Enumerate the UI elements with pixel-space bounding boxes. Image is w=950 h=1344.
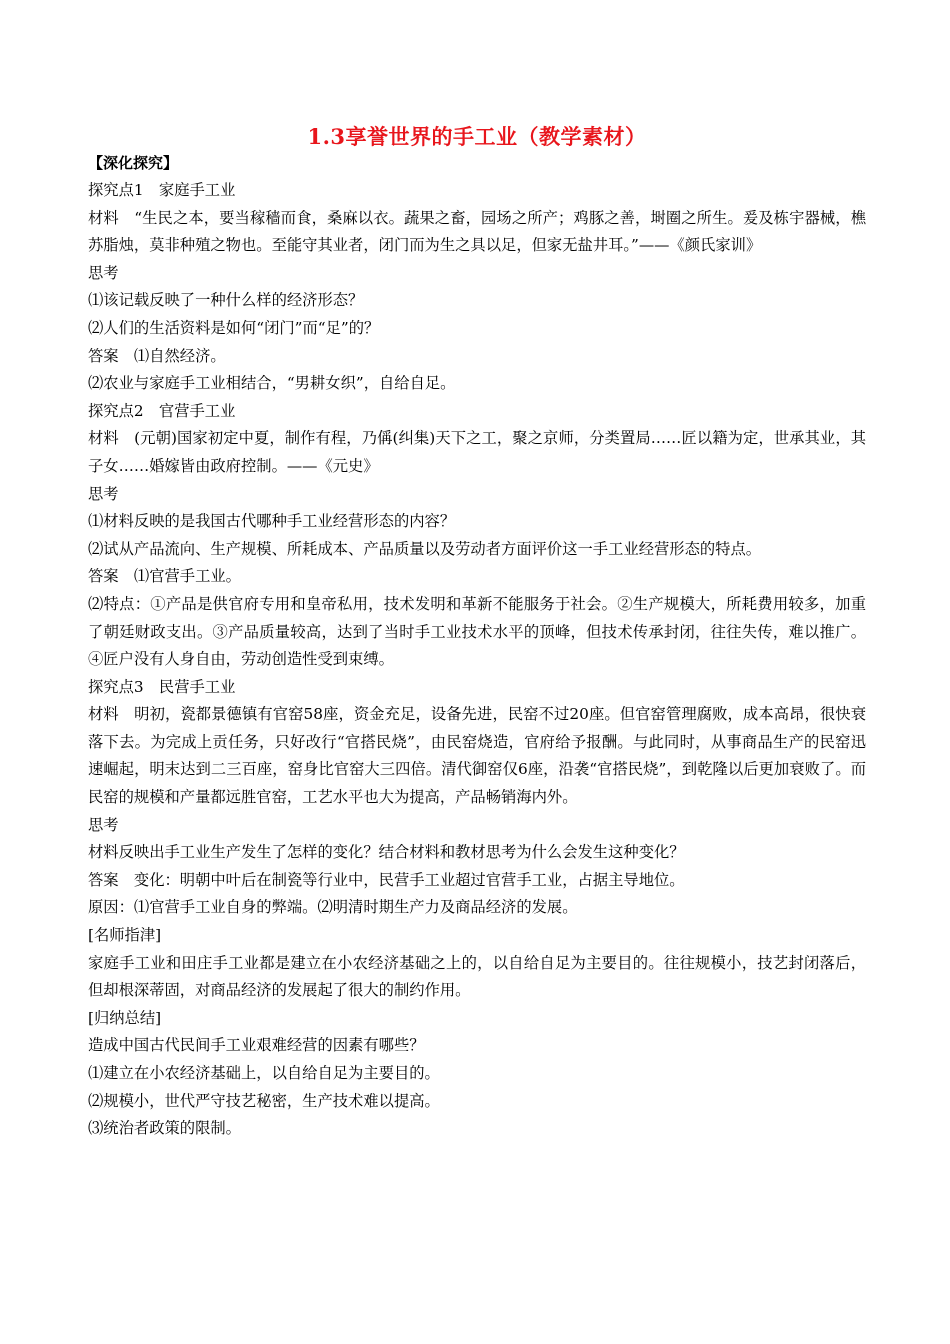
question-2-1: ⑴材料反映的是我国古代哪种手工业经营形态的内容？ — [88, 512, 456, 531]
material-paragraph-2: 材料 (元朝)国家初定中夏，制作有程，乃偁(纠集)天下之工，聚之京师，分类置局……匠以籍为定，世承其业，其子女……婚嫁皆由政府控制。——《元史》 — [88, 429, 866, 475]
think-label-2: 思考 — [88, 484, 119, 503]
document-page — [88, 122, 866, 1143]
summary-point-2: ⑵规模小，世代严守技艺秘密，生产技术难以提高。 — [88, 1091, 440, 1110]
answer-3-2: 原因：⑴官营手工业自身的弊端。⑵明清时期生产力及商品经济的发展。 — [88, 898, 578, 917]
question-3-1: 材料反映出手工业生产发生了怎样的变化？结合材料和教材思考为什么会发生这种变化？ — [88, 843, 685, 862]
answer-3-1: 答案 变化：明朝中叶后在制瓷等行业中，民营手工业超过官营手工业，占据主导地位。 — [88, 870, 685, 889]
question-1-2: ⑵人们的生活资料是如何“闭门”而“足”的？ — [88, 318, 380, 337]
topic-heading-2: 探究点2 官营手工业 — [88, 401, 236, 420]
material-paragraph-3: 材料 明初，瓷都景德镇有官窑58座，资金充足，设备先进，民窑不过20座。但官窑管理腐败，成本高昂，很快衰落下去。为完成上贡任务，只好改行“官搭民烧”，由民窑烧造，官府给予报酬。与此同时，从事商品生产的民窑迅速崛起，明末达到二三百座，窑身比官窑大三四倍。清代御窑仅6座，沿袭“官搭民烧”，到乾隆以后更加衰败了。而民窑的规模和产量都远胜官窑，工艺水平也大为提高，产品畅销海内外。 — [88, 705, 866, 807]
question-2-2: ⑵试从产品流向、生产规模、所耗成本、产品质量以及劳动者方面评价这一手工业经营形态的特点。 — [88, 539, 762, 558]
summary-heading: [归纳总结] — [88, 1008, 162, 1027]
think-label-1: 思考 — [88, 263, 119, 282]
answer-1-2: ⑵农业与家庭手工业相结合，“男耕女织”，自给自足。 — [88, 374, 456, 393]
topic-heading-1: 探究点1 家庭手工业 — [88, 181, 236, 199]
answer-1-1: 答案 ⑴自然经济。 — [88, 346, 226, 365]
answer-2-1: 答案 ⑴官营手工业。 — [88, 567, 241, 586]
topic-heading-3: 探究点3 民营手工业 — [88, 677, 236, 696]
think-label-3: 思考 — [88, 815, 119, 834]
teacher-guide-heading: [名师指津] — [88, 926, 162, 945]
summary-point-3: ⑶统治者政策的限制。 — [88, 1119, 241, 1138]
question-1-1: ⑴该记载反映了一种什么样的经济形态？ — [88, 291, 364, 310]
summary-point-1: ⑴建立在小农经济基础上，以自给自足为主要目的。 — [88, 1064, 440, 1082]
document-title: 1.3享誉世界的手工业（教学素材） — [307, 124, 647, 149]
answer-2-2: ⑵特点：①产品是供官府专用和皇帝私用，技术发明和革新不能服务于社会。②生产规模大，所耗费用较多，加重了朝廷财政支出。③产品质量较高，达到了当时手工业技术水平的顶峰，但技术传承封闭，往往失传，难以推广。④匠户没有人身自由，劳动创造性受到束缚。 — [88, 594, 866, 669]
document-body — [88, 177, 866, 1143]
summary-question: 造成中国古代民间手工业艰难经营的因素有哪些？ — [88, 1036, 425, 1055]
material-paragraph-1: 材料 “生民之本，要当稼穑而食，桑麻以衣。蔬果之畜，园场之所产；鸡豚之善，埘圈之所生。爰及栋宇器械，樵苏脂烛，莫非种殖之物也。至能守其业者，闭门而为生之具以足，但家无盐井耳。”——《颜氏家训》 — [88, 208, 866, 255]
teacher-guide-paragraph: 家庭手工业和田庄手工业都是建立在小农经济基础之上的，以自给自足为主要目的。往往规模小，技艺封闭落后，但却根深蒂固，对商品经济的发展起了很大的制约作用。 — [88, 953, 866, 1000]
section-heading: 【深化探究】 — [88, 154, 179, 172]
